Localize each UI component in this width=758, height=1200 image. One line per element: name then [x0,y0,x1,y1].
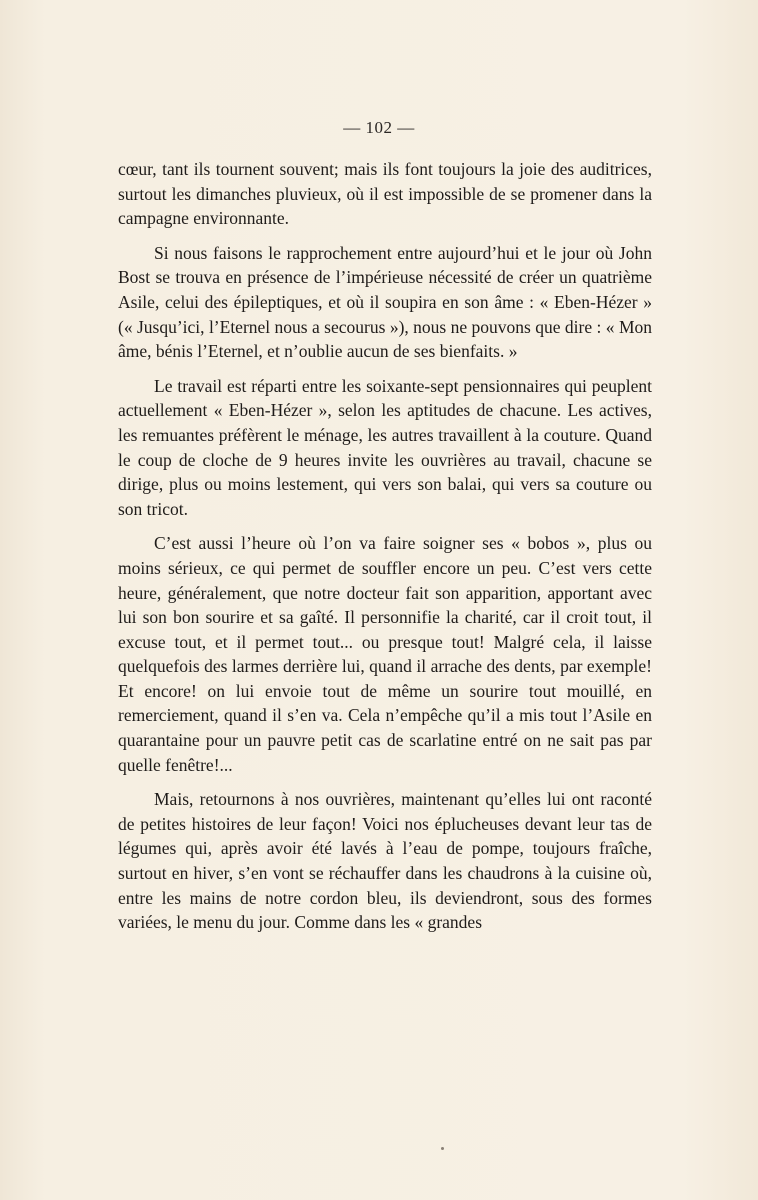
paragraph-1: cœur, tant ils tournent souvent; mais ils font toujours la joie des auditrices, surtout les dimanches pluvieux, où il est impossible de se promener dans la campagne environnante. [118,159,652,229]
paper-speck [441,1147,444,1150]
paragraph-2: Si nous faisons le rapprochement entre aujourd’hui et le jour où John Bost se trouva en présence de l’impérieuse nécessité de créer un quatrième Asile, celui des épileptiques, et où il soupira en son âme : « Eben-Hézer » (« Jusqu’ici, l’Eternel nous a secourus »), nous ne pouvons que dire : « Mon âme, bénis l’Eternel, et n’oublie aucun de ses bienfaits. » [118,242,652,362]
paragraph-3: Le travail est réparti entre les soixante-sept pensionnaires qui peuplent actuellement « Eben-Hézer », selon les aptitudes de chacune. Les actives, les remuantes préfèrent le ménage, les autres travaillent à la couture. Quand le coup de cloche de 9 heures invite les ouvrières au travail, chacune se dirige, plus ou moins lestement, qui vers son balai, qui vers sa couture ou son tricot. [118,375,652,519]
body-text [118,157,652,935]
page-number: — 102 — [343,118,415,137]
paragraph-5: Mais, retournons à nos ouvrières, maintenant qu’elles lui ont raconté de petites histoires de leur façon! Voici nos éplucheuses devant leur tas de légumes qui, après avoir été lavés à l’eau de pompe, toujours fraîche, surtout en hiver, s’en vont se réchauffer dans les chaudrons à la cuisine où, entre les mains de notre cordon bleu, ils deviendront, sous des formes variées, le menu du jour. Comme dans les « grandes [118,789,652,933]
paragraph-4: C’est aussi l’heure où l’on va faire soigner ses « bobos », plus ou moins sérieux, ce qui permet de souffler encore un peu. C’est vers cette heure, généralement, que notre docteur fait son apparition, apportant avec lui son bon sourire et sa gaîté. Il personnifie la charité, car il croit tout, il excuse tout, et il permet tout... ou presque tout! Malgré cela, il laisse quelquefois des larmes derrière lui, quand il arrache des dents, par exemple! Et encore! on lui envoie tout de même un sourire tout mouillé, en remerciement, quand il s’en va. Cela n’empêche qu’il a mis tout l’Asile en quarantaine pour un pauvre petit cas de scarlatine entré on ne sait pas par quelle fenêtre!... [118,533,652,775]
